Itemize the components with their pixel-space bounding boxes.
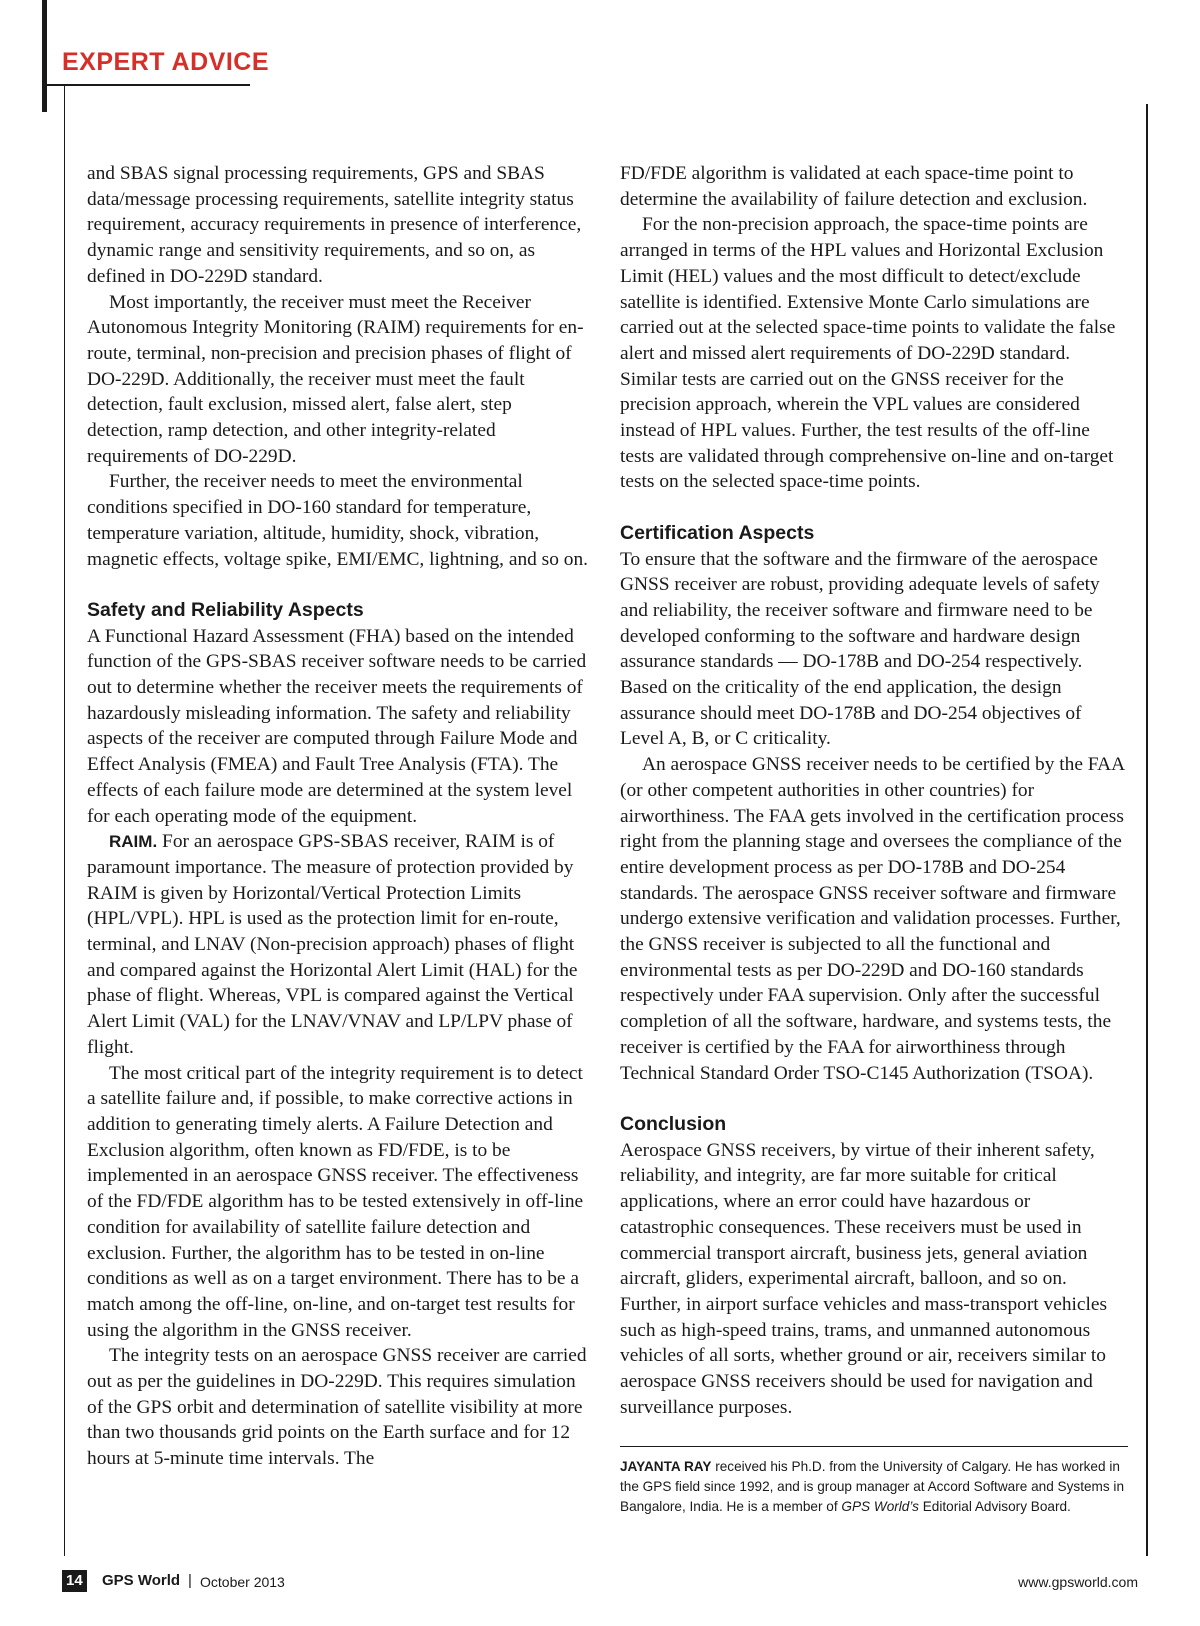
heading-certification: Certification Aspects [620,521,815,544]
paragraph: FD/FDE algorithm is validated at each space-time point to determine the availability of failure detection and exclusion. [620,163,1088,210]
paragraph: Most importantly, the receiver must meet the Receiver Autonomous Integrity Monitoring (RAIM) requirements for en-route, terminal, non-precision and precision phases of flight of DO-229D. Additionally, the receiver must meet the fault detection, fault exclusion, missed alert, false alert, step detection, ramp detection, and other integrity-related requirements of DO-229D. [87,291,584,467]
bio-text-2: Editorial Advisory Board. [918,1498,1071,1514]
raim-text: For an aerospace GPS-SBAS receiver, RAIM is of paramount importance. The measure of protection provided by RAIM is given by Horizontal/Vertical Protection Limits (HPL/VPL). HPL is used as the protection limit for en-route, terminal, and LNAV (Non-precision approach) phases of flight and compared against the Horizontal Alert Limit (HAL) for the phase of flight. Whereas, VPL is compared against the Vertical Alert Limit (VAL) for the LNAV/VNAV and LP/LPV phase of flight. [87,831,578,1058]
section-label: EXPERT ADVICE [62,48,270,76]
right-margin-rule [1146,104,1148,1556]
raim-run-in-heading: RAIM. [109,832,158,852]
author-name: JAYANTA RAY [620,1459,712,1475]
bio-publication: GPS World’s [841,1498,919,1514]
paragraph: The most critical part of the integrity requirement is to detect a satellite failure and, if possible, to make corrective actions in addition to generating timely alerts. A Failure Detection and Exclusion algorithm, often known as FD/FDE, is to be implemented in an aerospace GNSS receiver. The effectiveness of the FD/FDE algorithm has to be tested extensively in off-line condition for availability of satellite failure detection and exclusion. Further, the algorithm has to be tested in on-line conditions as well as on a target environment. There has to be a match among the off-line, on-line, and on-target test results for using the algorithm in the GNSS receiver. [87,1062,584,1341]
bio-text-1: received his Ph.D. from the University of Calgary. He has worked in the GPS field since 1992, and is group manager at Accord Software and Systems in Bangalore, India. He is a member of [620,1459,1125,1514]
website-link[interactable]: www.gpsworld.com [1018,1574,1138,1590]
header-rule [42,84,250,86]
paragraph: Aerospace GNSS receivers, by virtue of their inherent safety, reliability, and integrity, are far more suitable for critical applications, where an error could have hazardous or catastrophic consequences. These receivers must be used in commercial transport aircraft, business jets, general aviation aircraft, gliders, experimental aircraft, balloon, and so on. Further, in airport surface vehicles and mass-transport vehicles such as high-speed trains, trams, and unmanned autonomous vehicles of all sorts, whether ground or air, receivers similar to aerospace GNSS receivers should be used for navigation and surveillance purposes. [620,1139,1108,1418]
right-column [620,161,1128,1516]
paragraph: An aerospace GNSS receiver needs to be certified by the FAA (or other competent authorities in other countries) for airworthiness. The FAA gets involved in the certification process right from the planning stage and oversees the compliance of the entire development process as per DO-178B and DO-254 standards. The aerospace GNSS receiver software and firmware undergo extensive verification and validation processes. Further, the GNSS receiver is subjected to all the functional and environmental tests as per DO-229D and DO-160 standards respectively under FAA supervision. Only after the successful completion of all the software, hardware, and systems tests, the receiver is certified by the FAA for airworthiness through Technical Standard Order TSO-C145 Authorization (TSOA). [620,754,1125,1084]
author-bio [620,1457,1128,1516]
paragraph: The integrity tests on an aerospace GNSS receiver are carried out as per the guidelines in DO-229D. This requires simulation of the GPS orbit and determination of satellite visibility at more than two thousands grid points on the Earth surface and for 12 hours at 5-minute time intervals. The [87,1345,587,1470]
header-accent-bar [42,0,47,112]
publication-name: GPS World [102,1572,181,1589]
footer-separator: | [188,1572,192,1589]
left-margin-rule [64,86,65,1556]
paragraph: A Functional Hazard Assessment (FHA) based on the intended function of the GPS-SBAS receiver software needs to be carried out to determine whether the receiver meets the requirements of hazardously misleading information. The safety and reliability aspects of the receiver are computed through Failure Mode and Effect Analysis (FMEA) and Fault Tree Analysis (FTA). The effects of each failure mode are determined at the system level for each operating mode of the equipment. [87,625,587,827]
heading-safety-reliability: Safety and Reliability Aspects [87,598,364,621]
issue-date: October 2013 [200,1574,285,1590]
paragraph-raim [87,829,589,1060]
paragraph: Further, the receiver needs to meet the environmental conditions specified in DO-160 standard for temperature, temperature variation, altitude, humidity, shock, vibration, magnetic effects, voltage spike, EMI/EMC, lightning, and so on. [87,471,589,570]
paragraph: and SBAS signal processing requirements, GPS and SBAS data/message processing requirements, satellite integrity status requirement, accuracy requirements in presence of interference, dynamic range and sensitivity requirements, and so on, as defined in DO-229D standard. [87,163,582,287]
page-number: 14 [62,1570,87,1592]
paragraph: To ensure that the software and the firmware of the aerospace GNSS receiver are robust, providing adequate levels of safety and reliability, the receiver software and firmware need to be developed conforming to the software and hardware design assurance standards — DO-178B and DO-254 respectively. Based on the criticality of the end application, the design assurance should meet DO-178B and DO-254 objectives of Level A, B, or C criticality. [620,548,1100,750]
page-footer [62,1570,1138,1594]
bio-divider [620,1446,1128,1447]
paragraph: For the non-precision approach, the space-time points are arranged in terms of the HPL values and Horizontal Exclusion Limit (HEL) values and the most difficult to detect/exclude satellite is identified. Extensive Monte Carlo simulations are carried out at the selected space-time points to validate the false alert and missed alert requirements of DO-229D standard. Similar tests are carried out on the GNSS receiver for the precision approach, wherein the VPL values are considered instead of HPL values. Further, the test results of the off-line tests are validated through comprehensive on-line and on-target tests on the selected space-time points. [620,214,1116,493]
heading-conclusion: Conclusion [620,1112,727,1135]
left-column [87,161,589,1472]
